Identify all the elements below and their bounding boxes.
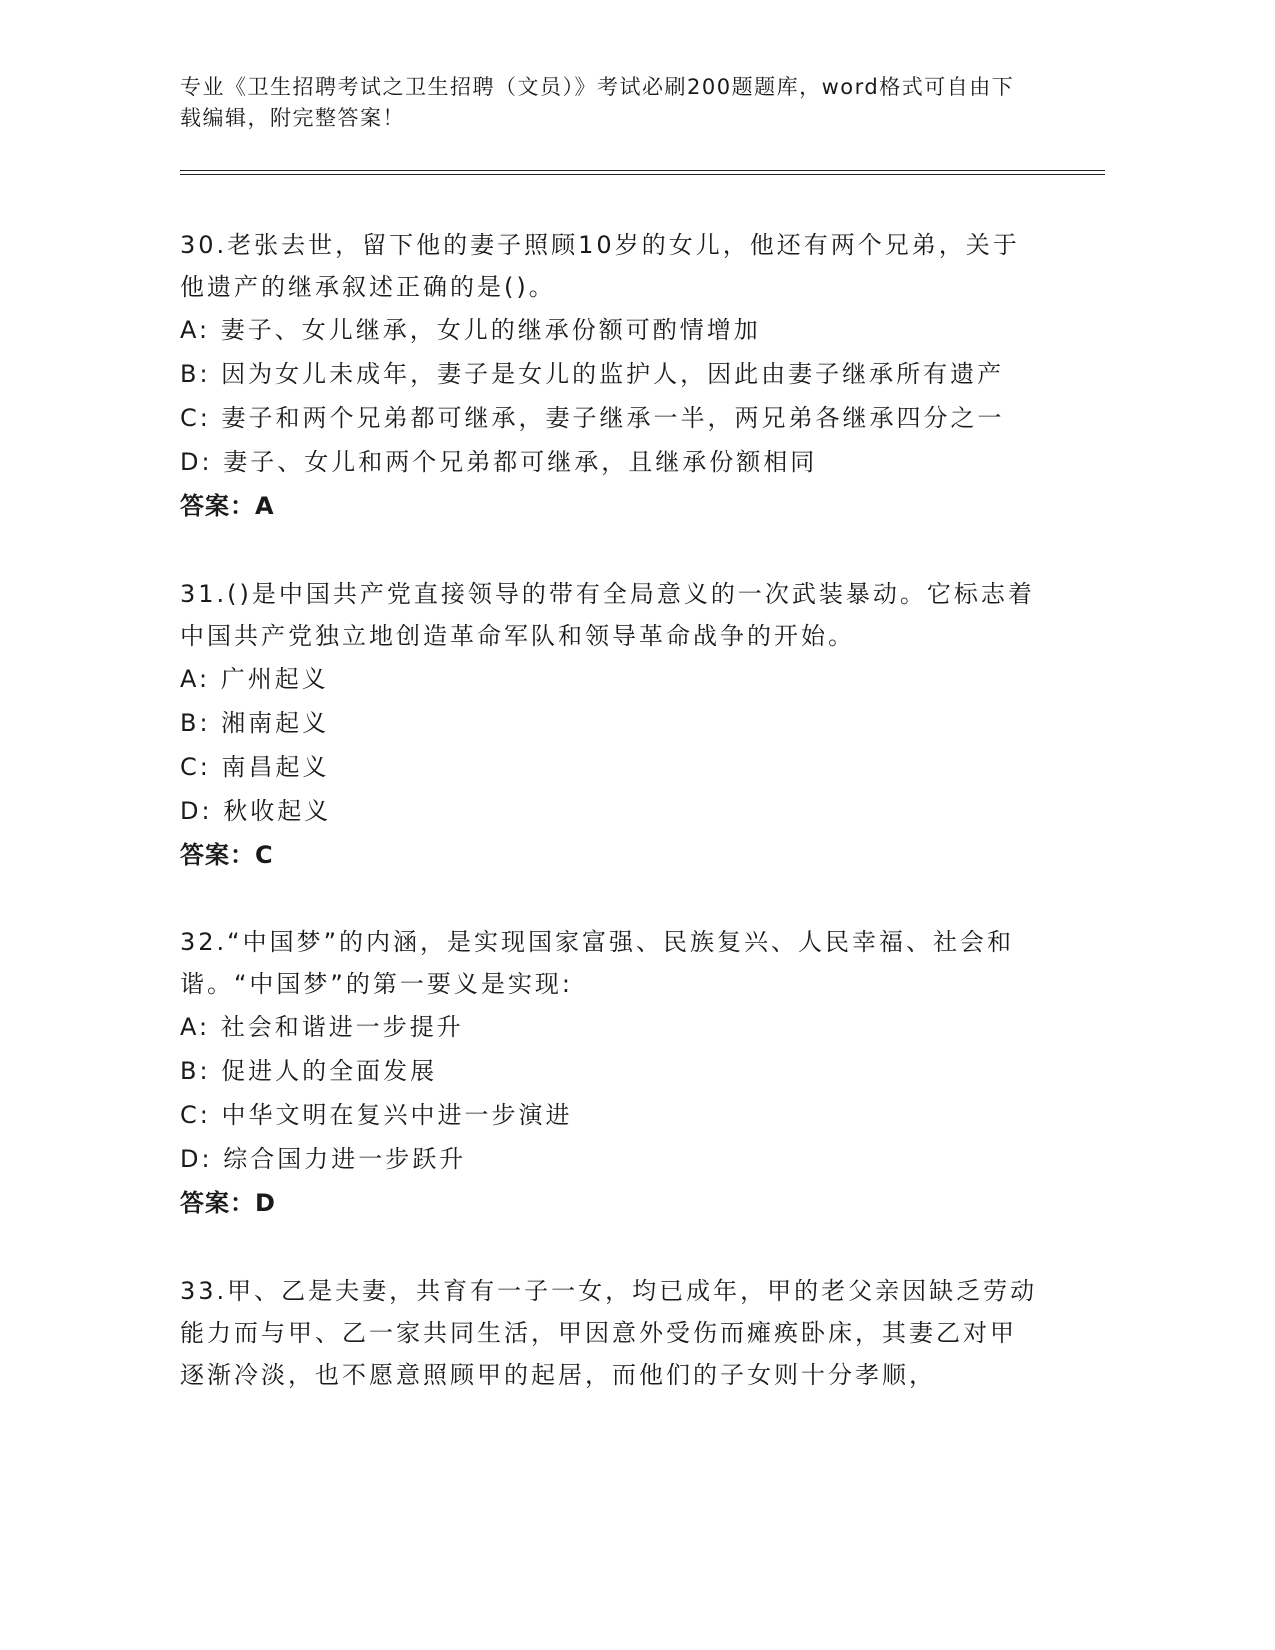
question-stem: 32.“中国梦”的内涵，是实现国家富强、民族复兴、人民幸福、社会和谐。“中国梦”的第一要义是实现:: [180, 928, 1015, 998]
question-31: [180, 573, 1040, 877]
option-c: C: 南昌起义: [180, 753, 330, 781]
option-b: B: 促进人的全面发展: [180, 1057, 438, 1085]
option-d: D: 秋收起义: [180, 797, 332, 825]
option-d: D: 综合国力进一步跃升: [180, 1145, 467, 1173]
document-header: 专业《卫生招聘考试之卫生招聘（文员）》考试必刷200题题库，word格式可自由下载编辑，附完整答案！: [180, 75, 1015, 130]
option-c: C: 中华文明在复兴中进一步演进: [180, 1101, 573, 1129]
question-stem: 33.甲、乙是夫妻，共育有一子一女，均已成年，甲的老父亲因缺乏劳动能力而与甲、乙一家共同生活，甲因意外受伤而瘫痪卧床，其妻乙对甲逐渐冷淡，也不愿意照顾甲的起居，而他们的子女则十分孝顺，: [180, 1277, 1038, 1389]
option-d: D: 妻子、女儿和两个兄弟都可继承，且继承份额相同: [180, 448, 818, 476]
answer: 答案：D: [180, 1189, 276, 1217]
answer: 答案：A: [180, 492, 275, 520]
answer: 答案：C: [180, 841, 274, 869]
question-33: [180, 1270, 1040, 1396]
question-stem: 31.()是中国共产党直接领导的带有全局意义的一次武装暴动。它标志着中国共产党独立地创造革命军队和领导革命战争的开始。: [180, 580, 1035, 650]
question-32: [180, 921, 1040, 1225]
option-b: B: 湘南起义: [180, 709, 330, 737]
option-a: A: 社会和谐进一步提升: [180, 1013, 464, 1041]
question-stem: 30.老张去世，留下他的妻子照顾10岁的女儿，他还有两个兄弟，关于他遗产的继承叙述正确的是()。: [180, 231, 1020, 301]
option-a: A: 广州起义: [180, 665, 329, 693]
document-page: [180, 0, 1105, 1650]
option-c: C: 妻子和两个兄弟都可继承，妻子继承一半，两兄弟各继承四分之一: [180, 404, 1005, 432]
option-b: B: 因为女儿未成年，妻子是女儿的监护人，因此由妻子继承所有遗产: [180, 360, 1005, 388]
option-a: A: 妻子、女儿继承，女儿的继承份额可酌情增加: [180, 316, 761, 344]
header-divider: [180, 170, 1105, 175]
question-30: [180, 224, 1040, 528]
